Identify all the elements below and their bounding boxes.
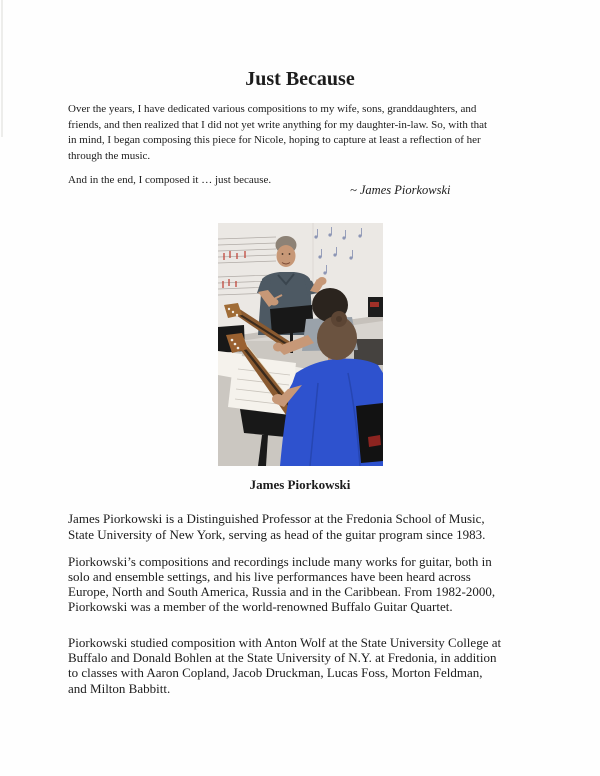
photo-illustration (218, 223, 383, 466)
intro-paragraph (68, 102, 487, 164)
text-line: to classes with Aaron Copland, Jacob Druckman, Lucas Foss, Morton Feldman, (68, 665, 483, 681)
text-line: James Piorkowski is a Distinguished Professor at the Fredonia School of Music, (68, 511, 485, 526)
text-line: Piorkowski’s compositions and recordings include many works for guitar, both in (68, 553, 492, 569)
text-line: friends, and then realized that I did not yet write anything for my daughter-in-law. So, with that (68, 118, 488, 131)
text-line: in mind, I began composing this piece for Nicole, hoping to capture at least a reflection of her (68, 134, 481, 146)
page-title: Just Because (245, 68, 355, 90)
photo (218, 223, 383, 466)
closing-line: And in the end, I composed it … just because. (68, 174, 272, 186)
author-signature: ~ James Piorkowski (350, 183, 451, 197)
text-line: Europe, North and South America, Russia and in the Caribbean. From 1982-2000, (68, 583, 496, 599)
text-line: and Milton Babbitt. (68, 680, 171, 696)
text-line: Over the years, I have dedicated various compositions to my wife, sons, granddaughters, and (68, 103, 477, 115)
text-line: Buffalo and Donald Bohlen at the State University of N.Y. at Fredonia, in addition (68, 650, 497, 666)
photo-caption: James Piorkowski (249, 477, 351, 492)
text-line: State University of New York, serving as head of the guitar program since 1983. (68, 526, 486, 542)
text-line: Piorkowski studied composition with Anton Wolf at the State University College at (68, 635, 502, 650)
text-line: solo and ensemble settings, and his live performances have been heard across (68, 568, 471, 584)
bio-paragraph-2 (68, 554, 495, 615)
bio-paragraph-3 (68, 635, 501, 696)
text-line: through the music. (68, 149, 151, 162)
bio-paragraph-1 (68, 511, 485, 542)
text-line: Piorkowski was a member of the world-renowned Buffalo Guitar Quartet. (68, 599, 453, 615)
